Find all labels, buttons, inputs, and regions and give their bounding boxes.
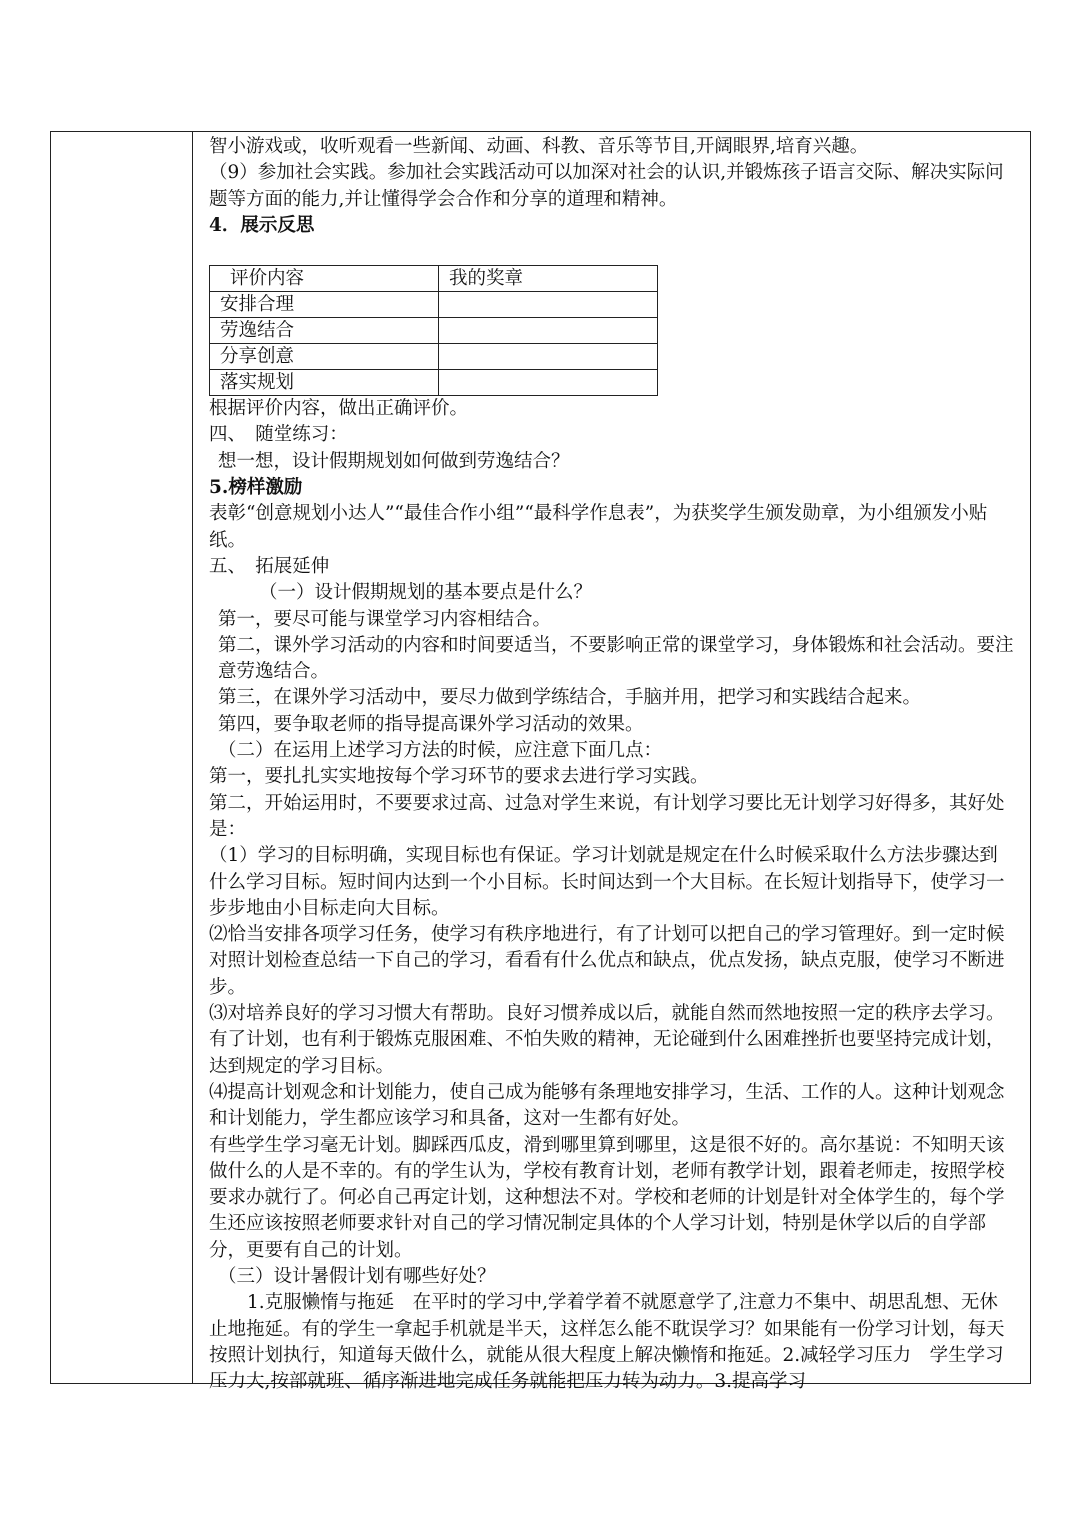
benefit-paragraph: 有些学生学习毫无计划。脚踩西瓜皮，滑到哪里算到哪里，这是很不好的。高尔基说：不知明天该做什么的人是不幸的。有的学生认为，学校有教育计划，老师有教学计划，跟着老师走，按照学校要求办就行了。何必自己再定计划，这种想法不对。学校和老师的计划是针对全体学生的，每个学生还应该按照老师要求针对自己的学习情况制定具体的个人学习计划，特别是休学以后的自学部分，更要有自己的计划。 [209,1134,1005,1261]
eval-header-medal: 我的奖章 [439,266,658,292]
eval-row-label: 安排合理 [210,292,439,318]
spacer [209,239,1015,265]
benefit-paragraph: ⑷提高计划观念和计划能力，使自己成为能够有条理地安排学习，生活、工作的人。这种计划观念和计划能力，学生都应该学习和具备，这对一生都有好处。 [209,1081,1005,1130]
lesson-table [50,131,1031,1393]
extension-point: 第一，要尽可能与课堂学习内容相结合。 [218,608,552,630]
extension-point: 第二，开始运用时，不要要求过高、过急对学生来说，有计划学习要比无计划学习好得多，其好处是： [209,792,1005,840]
eval-medal-cell [439,292,658,318]
benefit-paragraph: ⑵恰当安排各项学习任务，使学习有秩序地进行，有了计划可以把自己的学习管理好。到一定时候对照计划检查总结一下自己的学习，看看有什么优点和缺点，优点发扬，缺点克服，使学习不断进步。 [209,924,1005,998]
extension-point: 第二，课外学习活动的内容和时间要适当，不要影响正常的课堂学习，身体锻炼和社会活动。要注意劳逸结合。 [218,634,1014,683]
extension-question-3: （三）设计暑假计划有哪些好处？ [218,1265,496,1287]
column-divider [192,132,193,1383]
eval-medal-cell [439,318,658,344]
benefit-paragraph: 1.克服懒惰与拖延 在平时的学习中,学着学着不就愿意学了,注意力不集中、胡思乱想、无休止地拖延。有的学生一拿起手机就是半天，这样怎么能不耽误学习？如果能有一份学习计划，每天按照计划执行，知道每天做什么，就能从很大程度上解决懒惰和拖延。2.减轻学习压力 学生学习压力大,按部就班、循序渐进地完成任务就能把压力转为动力。3.提高学习 [209,1292,1005,1393]
evaluation-table [209,265,658,396]
extension-point: 第一，要扎扎实实地按每个学习环节的要求去进行学习实践。 [209,766,709,788]
extension-point: 第四，要争取老师的指导提高课外学习活动的效果。 [218,713,644,735]
eval-medal-cell [439,344,658,370]
section-5-title: 5.榜样激励 [209,477,303,499]
benefit-paragraph: （1）学习的目标明确，实现目标也有保证。学习计划就是规定在什么时候采取什么方法步骤达到什么学习目标。短时间内达到一个小目标。长时间达到一个大目标。在长短计划指导下，使学习一步步地由小目标走向大目标。 [209,845,1005,919]
text-line: （9）参加社会实践。参加社会实践活动可以加深对社会的认识,并锻炼孩子语言交际、解决实际问题等方面的能力,并让懂得学会合作和分享的道理和精神。 [209,162,1004,210]
section-4-title: 4．展示反思 [209,214,315,236]
eval-medal-cell [439,370,658,396]
extension-point: 第三，在课外学习活动中，要尽力做到学练结合，手脑并用，把学习和实践结合起来。 [218,687,922,709]
eval-note: 根据评价内容，做出正确评价。 [209,398,469,420]
text-line: 智小游戏或，收听观看一些新闻、动画、科教、音乐等节目,开阔眼界,培育兴趣。 [209,136,869,157]
extension-question-2: （二）在运用上述学习方法的时候，应注意下面几点： [218,740,663,762]
eval-row-label: 落实规划 [210,370,439,396]
eval-header-content: 评价内容 [210,266,439,292]
eval-row-label: 劳逸结合 [210,318,439,344]
extension-question-1: （一）设计假期规划的基本要点是什么？ [259,582,593,604]
extension-heading: 五、 拓展延伸 [209,555,330,577]
section-5-text: 表彰“创意规划小达人”“最佳合作小组”“最科学作息表”，为获奖学生颁发勋章，为小组颁发小贴纸。 [209,503,988,551]
content-cell [209,134,1015,1395]
practice-question: 想一想，设计假期规划如何做到劳逸结合？ [218,450,570,472]
benefit-paragraph: ⑶对培养良好的学习习惯大有帮助。良好习惯养成以后，就能自然而然地按照一定的秩序去学习。有了计划，也有利于锻炼克服困难、不怕失败的精神，无论碰到什么困难挫折也要坚持完成计划，达到规定的学习目标。 [209,1003,1005,1077]
practice-heading: 四、 随堂练习： [209,424,348,446]
eval-row-label: 分享创意 [210,344,439,370]
